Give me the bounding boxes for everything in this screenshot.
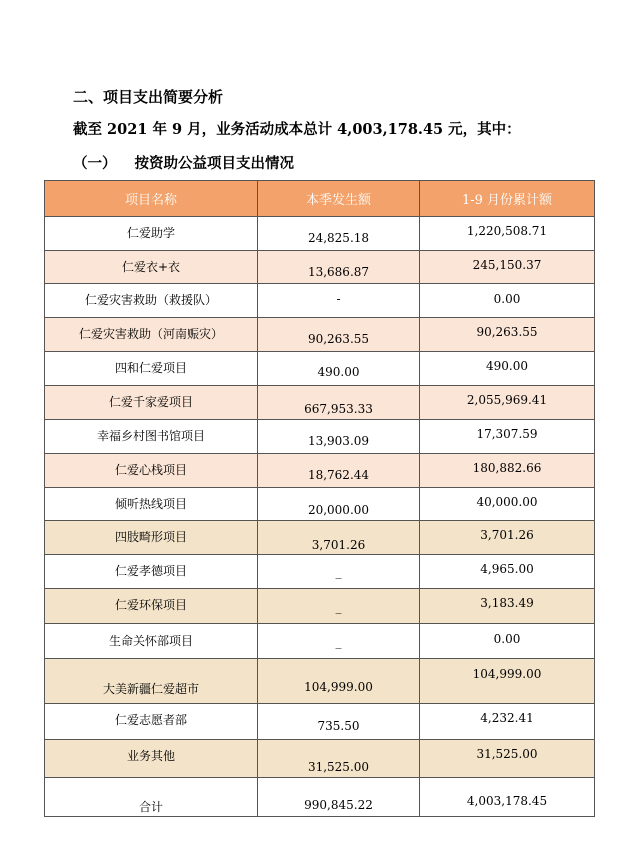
table-row	[45, 386, 595, 420]
ytd-amount-cell	[420, 217, 595, 251]
ytd-amount-cell-text: 0.00	[493, 632, 521, 646]
project-name-cell	[45, 352, 258, 386]
table-row	[45, 217, 595, 251]
ytd-amount-cell	[420, 659, 595, 704]
table-row	[45, 454, 595, 488]
table-row	[45, 659, 595, 704]
quarter-amount-cell	[258, 624, 420, 659]
expenditure-table	[44, 180, 595, 817]
project-name-cell	[45, 555, 258, 589]
table-row	[45, 420, 595, 454]
project-name-cell	[45, 521, 258, 555]
quarter-amount-cell-text: 667,953.33	[304, 402, 373, 416]
ytd-amount-cell-text: 17,307.59	[476, 427, 538, 441]
project-name-cell-text: 仁爱心栈项目	[114, 463, 187, 477]
quarter-amount-cell	[258, 386, 420, 420]
quarter-amount-cell-text: -	[336, 292, 341, 306]
quarter-amount-cell	[258, 659, 420, 704]
quarter-amount-cell	[258, 251, 420, 284]
table-row	[45, 778, 595, 817]
table-row	[45, 555, 595, 589]
project-name-cell-text: 倾听热线项目	[114, 497, 187, 511]
project-name-cell-text: 合计	[138, 800, 163, 814]
project-name-cell	[45, 386, 258, 420]
ytd-amount-cell	[420, 454, 595, 488]
ytd-amount-cell-text: 2,055,969.41	[466, 393, 548, 407]
ytd-amount-cell-text: 0.00	[493, 292, 521, 306]
project-name-cell	[45, 624, 258, 659]
ytd-amount-cell	[420, 555, 595, 589]
quarter-amount-cell-text: 31,525.00	[307, 760, 370, 774]
quarter-amount-cell-text: 20,000.00	[307, 503, 370, 517]
quarter-amount-cell-text: 18,762.44	[307, 468, 370, 482]
project-name-cell	[45, 318, 258, 352]
table-row	[45, 352, 595, 386]
quarter-amount-cell-text: _	[335, 565, 342, 579]
ytd-amount-cell	[420, 352, 595, 386]
project-name-cell	[45, 488, 258, 521]
project-name-cell	[45, 217, 258, 251]
ytd-amount-cell	[420, 704, 595, 740]
project-name-cell	[45, 659, 258, 704]
project-name-cell-text: 仁爱衣+衣	[121, 260, 181, 274]
quarter-amount-cell	[258, 488, 420, 521]
quarter-amount-cell-text: 990,845.22	[304, 798, 373, 812]
quarter-amount-cell	[258, 704, 420, 740]
table-row	[45, 318, 595, 352]
quarter-amount-cell	[258, 740, 420, 778]
project-name-cell-text: 仁爱灾害救助（救援队）	[84, 293, 217, 307]
project-name-cell-text: 四和仁爱项目	[114, 361, 187, 375]
table-row	[45, 284, 595, 318]
ytd-amount-cell-text: 4,232.41	[480, 711, 534, 725]
quarter-amount-cell-text: 104,999.00	[304, 680, 373, 694]
header-project-name: 项目名称	[45, 181, 258, 217]
quarter-amount-cell	[258, 454, 420, 488]
ytd-amount-cell-text: 4,965.00	[480, 562, 534, 576]
table-row	[45, 488, 595, 521]
table-row	[45, 624, 595, 659]
project-name-cell	[45, 740, 258, 778]
project-name-cell-text: 仁爱环保项目	[114, 598, 187, 612]
project-name-cell-text: 四肢畸形项目	[114, 530, 187, 544]
ytd-amount-cell-text: 40,000.00	[476, 495, 538, 509]
quarter-amount-cell	[258, 284, 420, 318]
project-name-cell	[45, 251, 258, 284]
project-name-cell-text: 业务其他	[126, 749, 175, 763]
subsection-number: （一）	[73, 155, 117, 172]
project-name-cell-text: 大美新疆仁爱超市	[102, 682, 199, 696]
table-header-row	[45, 181, 595, 217]
project-name-cell	[45, 284, 258, 318]
project-name-cell-text: 仁爱灾害救助（河南赈灾）	[78, 327, 223, 341]
header-quarter-amount: 本季发生额	[258, 181, 420, 217]
subsection-title: 按资助公益项目支出情况	[134, 155, 294, 172]
ytd-amount-cell-text: 3,183.49	[480, 596, 534, 610]
ytd-amount-cell	[420, 624, 595, 659]
project-name-cell-text: 仁爱志愿者部	[114, 713, 187, 727]
project-name-cell-text: 生命关怀部项目	[108, 634, 193, 648]
header-ytd-amount: 1-9 月份累计额	[420, 181, 595, 217]
quarter-amount-cell-text: 3,701.26	[311, 538, 366, 552]
quarter-amount-cell	[258, 555, 420, 589]
quarter-amount-cell	[258, 589, 420, 624]
ytd-amount-cell-text: 3,701.26	[480, 528, 534, 542]
ytd-amount-cell	[420, 386, 595, 420]
quarter-amount-cell-text: 90,263.55	[307, 332, 370, 346]
project-name-cell	[45, 420, 258, 454]
project-name-cell	[45, 778, 258, 817]
quarter-amount-cell	[258, 420, 420, 454]
table-row	[45, 589, 595, 624]
quarter-amount-cell	[258, 352, 420, 386]
project-name-cell-text: 幸福乡村图书馆项目	[96, 429, 205, 443]
subsection-heading	[73, 152, 294, 173]
quarter-amount-cell-text: 13,686.87	[307, 265, 370, 279]
ytd-amount-cell-text: 180,882.66	[472, 461, 542, 475]
ytd-amount-cell-text: 90,263.55	[476, 325, 538, 339]
ytd-amount-cell	[420, 521, 595, 555]
quarter-amount-cell-text: 735.50	[317, 719, 360, 733]
ytd-amount-cell	[420, 284, 595, 318]
ytd-amount-cell	[420, 740, 595, 778]
table-row	[45, 704, 595, 740]
table-row	[45, 521, 595, 555]
project-name-cell-text: 仁爱助学	[126, 226, 175, 240]
ytd-amount-cell	[420, 251, 595, 284]
quarter-amount-cell-text: 24,825.18	[307, 231, 370, 245]
project-name-cell-text: 仁爱千家爱项目	[108, 395, 193, 409]
ytd-amount-cell-text: 104,999.00	[472, 667, 542, 681]
project-name-cell	[45, 454, 258, 488]
quarter-amount-cell-text: _	[335, 600, 342, 614]
ytd-amount-cell	[420, 318, 595, 352]
quarter-amount-cell	[258, 217, 420, 251]
table-row	[45, 740, 595, 778]
ytd-amount-cell-text: 1,220,508.71	[466, 224, 548, 238]
ytd-amount-cell	[420, 488, 595, 521]
section-title: 二、项目支出简要分析	[73, 88, 224, 106]
ytd-amount-cell	[420, 420, 595, 454]
project-name-cell	[45, 704, 258, 740]
table-row	[45, 251, 595, 284]
ytd-amount-cell-text: 31,525.00	[476, 747, 538, 761]
ytd-amount-cell	[420, 778, 595, 817]
ytd-amount-cell	[420, 589, 595, 624]
ytd-amount-cell-text: 490.00	[486, 359, 528, 373]
project-name-cell-text: 仁爱孝德项目	[114, 564, 187, 578]
quarter-amount-cell-text: 490.00	[317, 365, 360, 379]
quarter-amount-cell	[258, 318, 420, 352]
quarter-amount-cell-text: _	[335, 635, 342, 649]
project-name-cell	[45, 589, 258, 624]
quarter-amount-cell-text: 13,903.09	[307, 434, 370, 448]
ytd-amount-cell-text: 245,150.37	[472, 258, 542, 272]
quarter-amount-cell	[258, 778, 420, 817]
intro-text: 截至 2021 年 9 月，业务活动成本总计 4,003,178.45 元，其中：	[73, 121, 521, 138]
quarter-amount-cell	[258, 521, 420, 555]
ytd-amount-cell-text: 4,003,178.45	[466, 794, 548, 808]
